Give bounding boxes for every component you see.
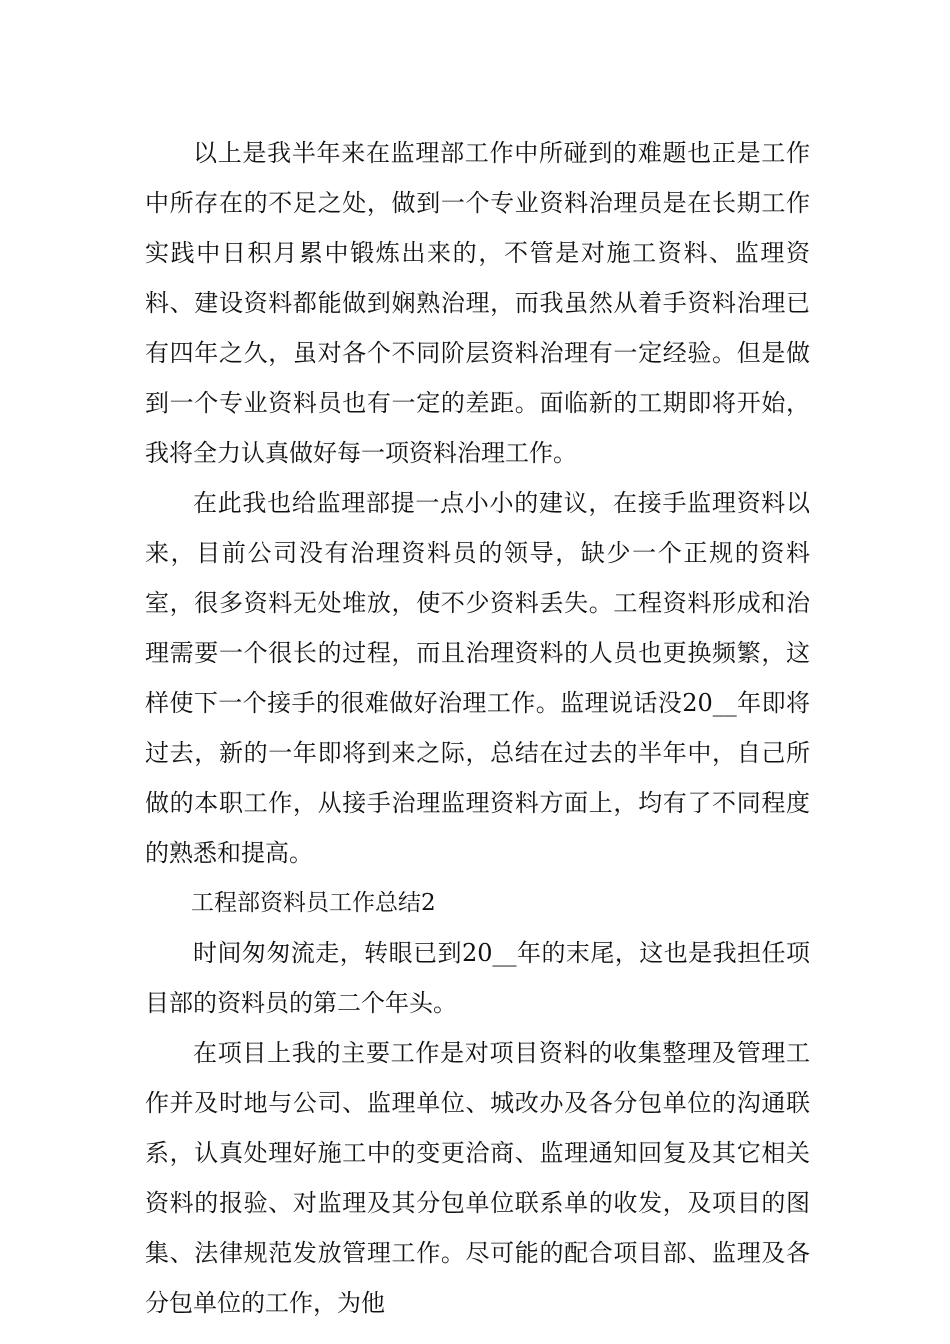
document-body <box>145 128 810 1328</box>
paragraph-summary-difficulties: 以上是我半年来在监理部工作中所碰到的难题也正是工作中所存在的不足之处，做到一个专业资料治理员是在长期工作实践中日积月累中锻炼出来的，不管是对施工资料、监理资料、建设资料都能做到娴熟治理，而我虽然从着手资料治理已有四年之久，虽对各个不同阶层资料治理有一定经验。但是做到一个专业资料员也有一定的差距。面临新的工期即将开始，我将全力认真做好每一项资料治理工作。 <box>145 139 810 467</box>
paragraph-main-work: 在项目上我的主要工作是对项目资料的收集整理及管理工作并及时地与公司、监理单位、城改办及各分包单位的沟通联系，认真处理好施工中的变更洽商、监理通知回复及其它相关资料的报验、对监理及其分包单位联系单的收发，及项目的图集、法律规范发放管理工作。尽可能的配合项目部、监理及各分包单位的工作，为他 <box>145 1039 810 1317</box>
paragraph-time-passing: 时间匆匆流走，转眼已到20__年的末尾，这也是我担任项目部的资料员的第二个年头。 <box>145 939 810 1017</box>
paragraph-suggestions: 在此我也给监理部提一点小小的建议，在接手监理资料以来，目前公司没有治理资料员的领导，缺少一个正规的资料室，很多资料无处堆放，使不少资料丢失。工程资料形成和治理需要一个很长的过程，而且治理资料的人员也更换频繁，这样使下一个接手的很难做好治理工作。监理说话没20__年即将过去，新的一年即将到来之际，总结在过去的半年中，自己所做的本职工作，从接手治理监理资料方面上，均有了不同程度的熟悉和提高。 <box>145 489 810 867</box>
section-heading: 工程部资料员工作总结2 <box>191 890 436 916</box>
